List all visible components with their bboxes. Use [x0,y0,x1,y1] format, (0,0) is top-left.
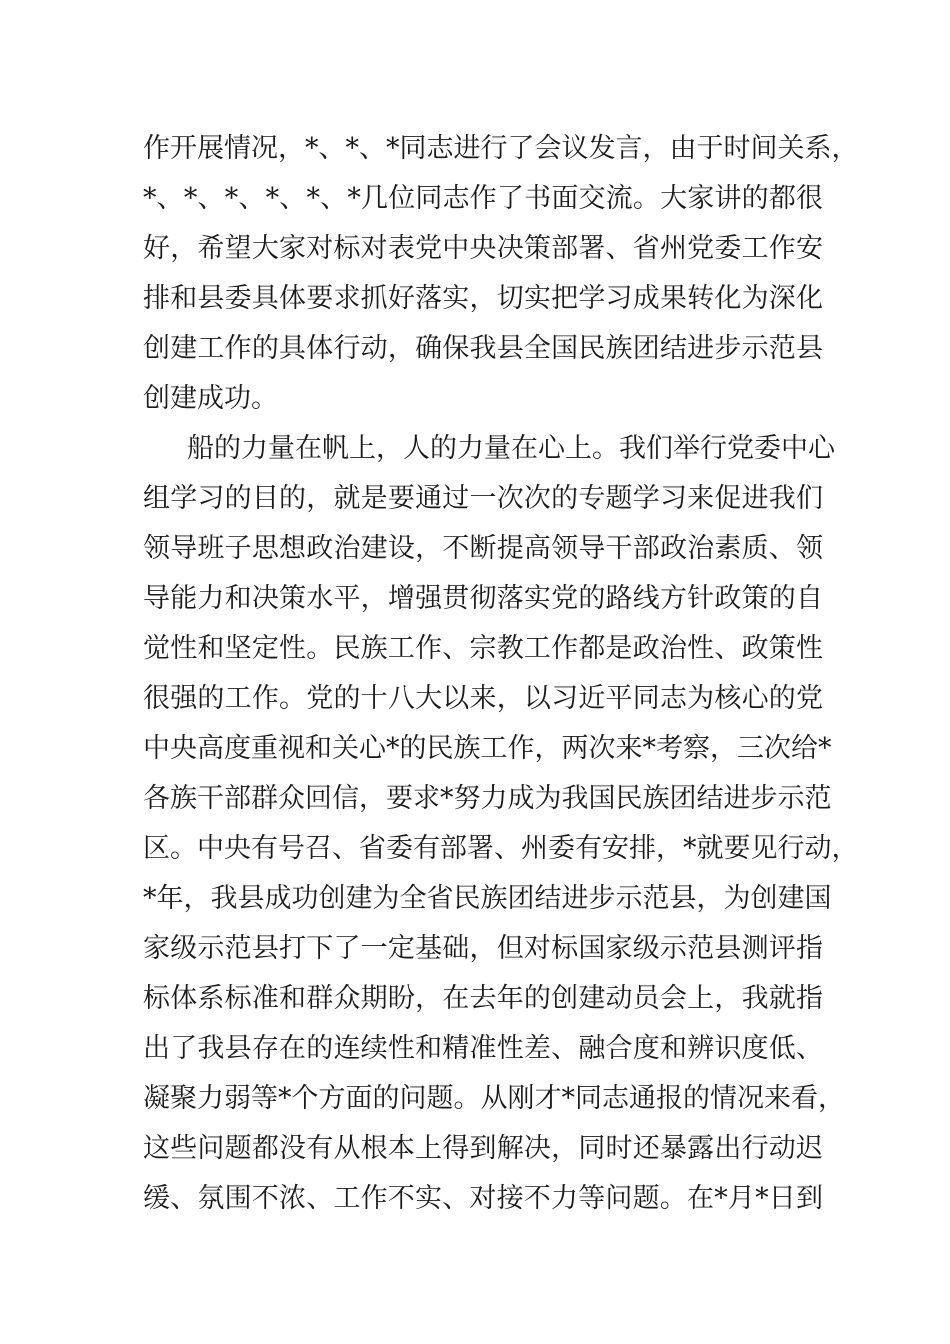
paragraph-2-line-9: 区。中央有号召、省委有部署、州委有安排，*就要见行动， [143,833,859,864]
paragraph-1-line-1: 作开展情况，*、*、*同志进行了会议发言，由于时间关系， [143,133,859,164]
paragraph-2-line-15: 这些问题都没有从根本上得到解决，同时还暴露出行动迟 [143,1133,823,1164]
paragraph-1-line-4: 排和县委具体要求抓好落实，切实把学习成果转化为深化 [143,283,823,314]
paragraph-2-line-14: 凝聚力弱等*个方面的问题。从刚才*同志通报的情况来看， [143,1083,845,1114]
paragraph-1-line-3: 好，希望大家对标对表党中央决策部署、省州党委工作安 [143,233,823,264]
paragraph-2-line-11: 家级示范县打下了一定基础，但对标国家级示范县测评指 [143,933,823,964]
paragraph-2-line-6: 很强的工作。党的十八大以来，以习近平同志为核心的党 [143,683,823,714]
paragraph-2-line-7: 中央高度重视和关心*的民族工作，两次来*考察，三次给* [143,733,832,764]
paragraph-2-line-3: 领导班子思想政治建设，不断提高领导干部政治素质、领 [143,533,823,564]
paragraph-1-line-6: 创建成功。 [143,383,278,414]
paragraph-2-line-16: 缓、氛围不浓、工作不实、对接不力等问题。在*月*日到 [143,1183,823,1214]
paragraph-2-line-8: 各族干部群众回信，要求*努力成为我国民族团结进步示范 [143,783,832,814]
paragraph-2-line-13: 出了我县存在的连续性和精准性差、融合度和辨识度低、 [143,1033,823,1064]
paragraph-2-line-5: 觉性和坚定性。民族工作、宗教工作都是政治性、政策性 [143,633,823,664]
paragraph-2-line-10: *年，我县成功创建为全省民族团结进步示范县，为创建国 [143,883,832,914]
paragraph-2-line-1: 船的力量在帆上，人的力量在心上。我们举行党委中心 [187,433,835,464]
paragraph-2-line-4: 导能力和决策水平，增强贯彻落实党的路线方针政策的自 [143,583,823,614]
paragraph-1-line-5: 创建工作的具体行动，确保我县全国民族团结进步示范县 [143,333,823,364]
paragraph-1-line-2: *、*、*、*、*、*几位同志作了书面交流。大家讲的都很 [143,183,823,214]
paragraph-2-line-2: 组学习的目的，就是要通过一次次的专题学习来促进我们 [143,483,823,514]
paragraph-2-line-12: 标体系标准和群众期盼，在去年的创建动员会上，我就指 [143,983,823,1014]
